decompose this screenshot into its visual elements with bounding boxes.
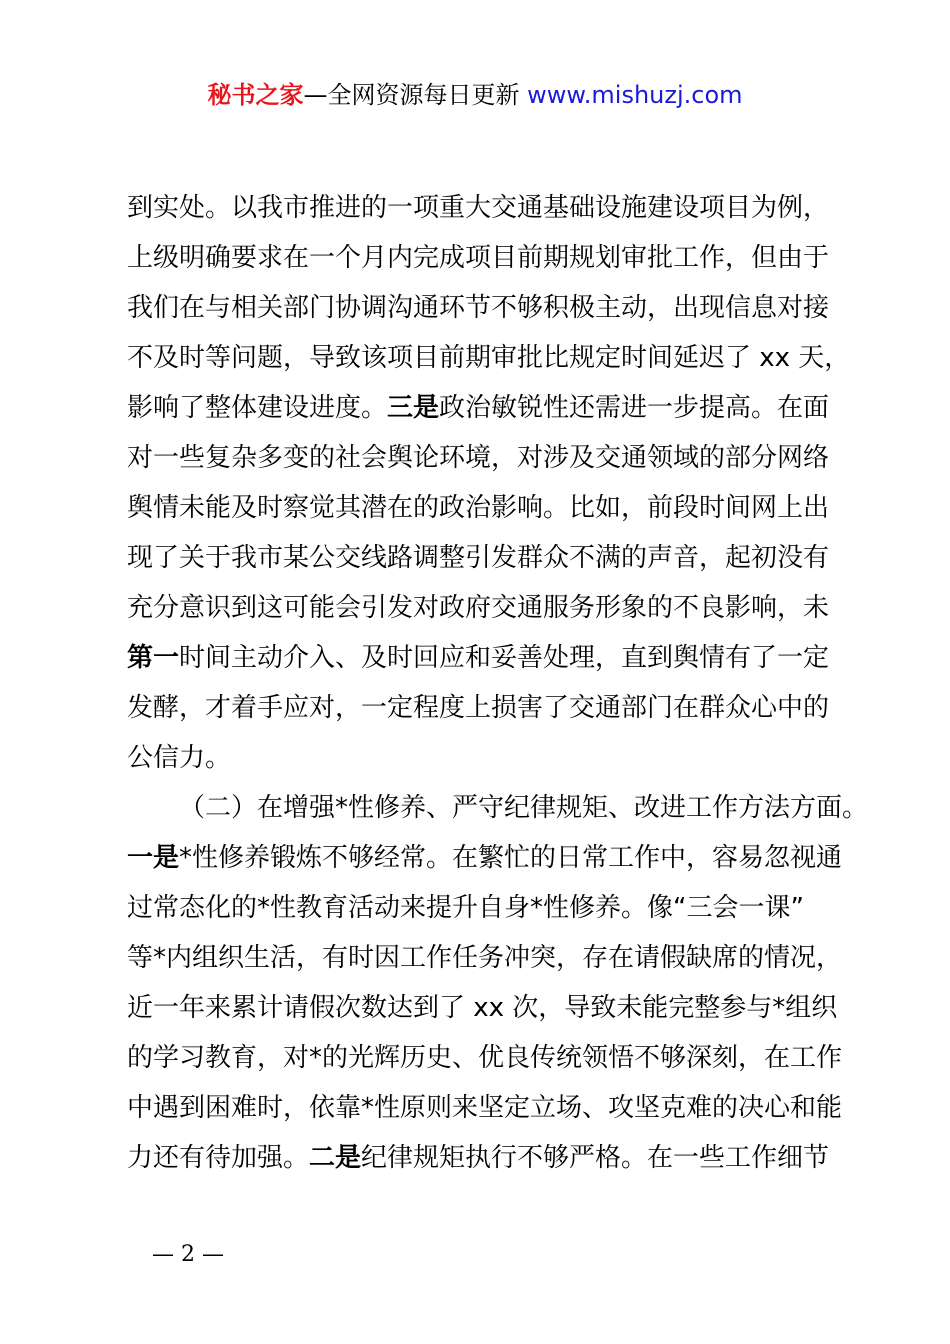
text-line: 我们在与相关部门协调沟通环节不够积极主动，出现信息对接 [127, 293, 830, 323]
text-line: 的学习教育，对*的光辉历史、优良传统领悟不够深刻，在工作 [127, 1043, 843, 1073]
text-run: 政治敏锐性还需进一步提高。在面 [439, 393, 830, 423]
text-line [127, 383, 847, 433]
text-line [127, 1133, 847, 1183]
text-line: 现了关于我市某公交线路调整引发群众不满的声音，起初没有 [127, 543, 830, 573]
text-run: 力还有待加强。 [127, 1143, 310, 1173]
text-line: 过常态化的*性教育活动来提升自身*性修养。像“三会一课” [127, 893, 804, 923]
text-run: 纪律规矩执行不够严格。在一些工作细节 [361, 1143, 830, 1173]
text-line: 上级明确要求在一个月内完成项目前期规划审批工作，但由于 [127, 243, 830, 273]
text-line: 到实处。以我市推进的一项重大交通基础设施建设项目为例， [127, 193, 830, 223]
bold-marker-one: 一是 [127, 843, 180, 873]
text-run: 时间主动介入、及时回应和妥善处理，直到舆情有了一定 [179, 643, 830, 673]
text-line: 等*内组织生活，有时因工作任务冲突，存在请假缺席的情况， [127, 943, 843, 973]
bold-marker-three: 三是 [387, 393, 440, 423]
section-heading-line: （二）在增强*性修养、严守纪律规矩、改进工作方法方面。 [179, 793, 869, 823]
bold-marker-first: 第一 [127, 643, 180, 673]
text-line: 对一些复杂多变的社会舆论环境，对涉及交通领域的部分网络 [127, 443, 830, 473]
banner-tagline: —全网资源每日更新 [303, 81, 528, 109]
text-line: 舆情未能及时察觉其潜在的政治影响。比如，前段时间网上出 [127, 493, 830, 523]
bold-marker-two: 二是 [309, 1143, 362, 1173]
page-number: — 2 — [152, 1242, 224, 1267]
text-line [127, 833, 847, 883]
text-line: 不及时等问题，导致该项目前期审批比规定时间延迟了 xx 天， [127, 343, 851, 373]
site-url[interactable]: www.mishuzj.com [527, 81, 743, 109]
text-run: 影响了整体建设进度。 [127, 393, 388, 423]
text-line: 公信力。 [127, 743, 232, 773]
text-line: 中遇到困难时，依靠*性原则来坚定立场、攻坚克难的决心和能 [127, 1093, 843, 1123]
text-line: 充分意识到这可能会引发对政府交通服务形象的不良影响，未 [127, 593, 830, 623]
text-line: 近一年来累计请假次数达到了 xx 次，导致未能完整参与*组织 [127, 993, 838, 1023]
brand-name: 秘书之家 [207, 81, 304, 109]
site-banner [0, 78, 950, 112]
text-line: 发酵，才着手应对，一定程度上损害了交通部门在群众心中的 [127, 693, 830, 723]
text-line [127, 633, 847, 683]
document-body [127, 183, 869, 1183]
text-run: *性修养锻炼不够经常。在繁忙的日常工作中，容易忽视通 [179, 843, 843, 873]
